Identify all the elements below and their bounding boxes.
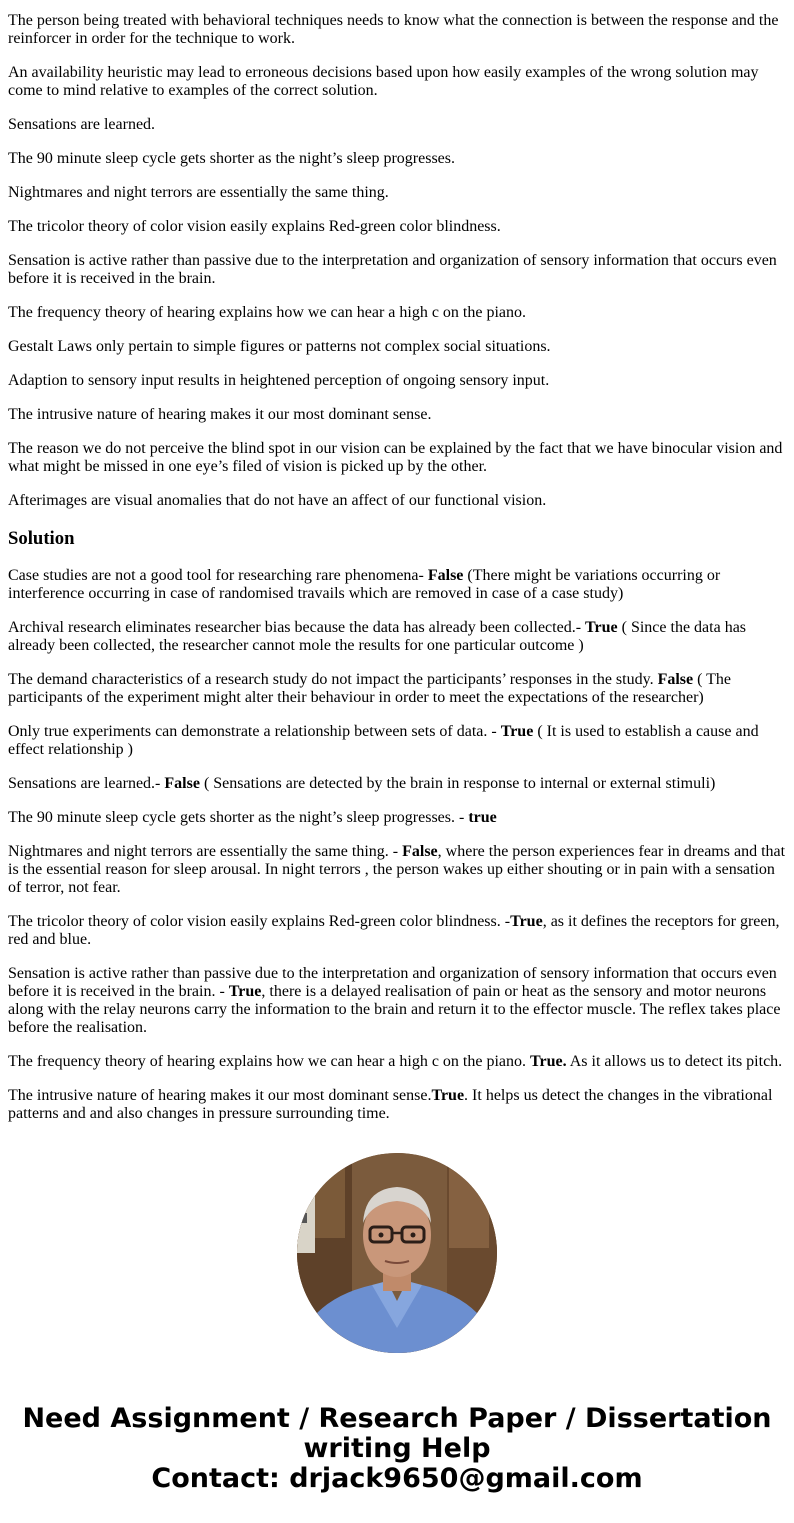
answer-explanation: ( Since the data has already been collected, the researcher cannot mole the results for one particular outcome ) bbox=[8, 619, 747, 654]
answer-explanation: , there is a delayed realisation of pain or heat as the sensory and motor neurons along with the relay neurons carry the information to the brain and return it to the effector muscle. The reflex takes place before the realisation. bbox=[8, 983, 781, 1036]
question-item: Sensation is active rather than passive due to the interpretation and organization of sensory information that occurs even before it is received in the brain. bbox=[8, 252, 777, 287]
answer-statement: Archival research eliminates researcher bias because the data has already been collected.- bbox=[8, 619, 586, 636]
promo-line: writing Help bbox=[303, 1433, 491, 1464]
answer-item bbox=[8, 671, 788, 707]
question-item: An availability heuristic may lead to erroneous decisions based upon how easily examples of the wrong solution may come to mind relative to examples of the correct solution. bbox=[8, 64, 759, 99]
avatar bbox=[297, 1153, 497, 1353]
question-item: Afterimages are visual anomalies that do not have an affect of our functional vision. bbox=[8, 492, 547, 509]
answer-explanation: , where the person experiences fear in dreams and that is the essential reason for sleep arousal. In night terrors , the person wakes up either shouting or in pain with a sensation of terror, not fear. bbox=[8, 843, 786, 896]
answer-item bbox=[8, 775, 788, 793]
answer-verdict: False bbox=[402, 843, 438, 860]
answer-verdict: False bbox=[427, 567, 464, 584]
question-item: The frequency theory of hearing explains how we can hear a high c on the piano. bbox=[8, 304, 527, 321]
answer-explanation: ( Sensations are detected by the brain in response to internal or external stimuli) bbox=[199, 775, 716, 792]
question-item: The intrusive nature of hearing makes it our most dominant sense. bbox=[8, 406, 432, 423]
contact-line: Contact: drjack9650@gmail.com bbox=[151, 1463, 643, 1494]
answer-statement: The 90 minute sleep cycle gets shorter as the night’s sleep progresses. - bbox=[8, 809, 469, 826]
answer-item bbox=[8, 843, 788, 897]
answer-statement: The intrusive nature of hearing makes it our most dominant sense. bbox=[8, 1087, 432, 1104]
answer-verdict: False bbox=[657, 671, 694, 688]
answer-statement: The tricolor theory of color vision easily explains Red-green color blindness. - bbox=[8, 913, 511, 930]
answer-statement: The frequency theory of hearing explains how we can hear a high c on the piano. bbox=[8, 1053, 531, 1070]
answer-statement: Sensations are learned.- bbox=[8, 775, 165, 792]
answer-item bbox=[8, 1087, 788, 1123]
answer-explanation: (There might be variations occurring or interference occurring in case of randomised travails which are removed in case of a case study) bbox=[8, 567, 721, 602]
answer-item bbox=[8, 1053, 788, 1071]
answer-item bbox=[8, 567, 788, 603]
answer-verdict: True bbox=[431, 1087, 465, 1104]
promo-banner bbox=[0, 1404, 794, 1494]
answer-verdict: True bbox=[585, 619, 618, 636]
solution-heading: Solution bbox=[8, 528, 75, 549]
answer-item bbox=[8, 913, 788, 949]
promo-line: Need Assignment / Research Paper / Dissertation bbox=[22, 1403, 772, 1434]
answer-verdict: True bbox=[510, 913, 543, 930]
question-item: The reason we do not perceive the blind spot in our vision can be explained by the fact that we have binocular vision and what might be missed in one eye’s filed of vision is picked up by the other. bbox=[8, 440, 783, 475]
question-item: Nightmares and night terrors are essentially the same thing. bbox=[8, 184, 389, 201]
answer-statement: Case studies are not a good tool for researching rare phenomena- bbox=[8, 567, 428, 584]
answer-verdict: true bbox=[468, 809, 497, 826]
question-item: Adaption to sensory input results in heightened perception of ongoing sensory input. bbox=[8, 372, 550, 389]
question-item: The tricolor theory of color vision easily explains Red-green color blindness. bbox=[8, 218, 501, 235]
answer-item bbox=[8, 809, 788, 827]
answer-verdict: True bbox=[228, 983, 262, 1000]
answer-explanation: ( It is used to establish a cause and effect relationship ) bbox=[8, 723, 759, 758]
question-item: The 90 minute sleep cycle gets shorter as the night’s sleep progresses. bbox=[8, 150, 455, 167]
answer-item bbox=[8, 965, 788, 1037]
answer-statement: The demand characteristics of a research study do not impact the participants’ responses in the study. bbox=[8, 671, 658, 688]
answer-statement: Sensation is active rather than passive due to the interpretation and organization of sensory information that occurs even before it is received in the brain. - bbox=[8, 965, 777, 1000]
question-item: Gestalt Laws only pertain to simple figures or patterns not complex social situations. bbox=[8, 338, 551, 355]
document-body bbox=[8, 0, 788, 1123]
answer-verdict: False bbox=[164, 775, 200, 792]
answer-explanation: , as it defines the receptors for green, red and blue. bbox=[8, 913, 780, 948]
answer-verdict: True bbox=[500, 723, 534, 740]
answer-explanation: . It helps us detect the changes in the vibrational patterns and and also changes in pressure surrounding time. bbox=[8, 1087, 773, 1122]
avatar-portrait-image bbox=[297, 1153, 497, 1353]
question-item: The person being treated with behavioral techniques needs to know what the connection is between the response and the reinforcer in order for the technique to work. bbox=[8, 12, 779, 47]
question-item: Sensations are learned. bbox=[8, 116, 156, 133]
answer-verdict: True. bbox=[530, 1053, 567, 1070]
answer-statement: Nightmares and night terrors are essentially the same thing. - bbox=[8, 843, 403, 860]
answer-item bbox=[8, 723, 788, 759]
answer-explanation: As it allows us to detect its pitch. bbox=[566, 1053, 783, 1070]
answer-item bbox=[8, 619, 788, 655]
answer-explanation: ( The participants of the experiment might alter their behaviour in order to meet the expectations of the researcher) bbox=[8, 671, 732, 706]
answer-statement: Only true experiments can demonstrate a relationship between sets of data. - bbox=[8, 723, 501, 740]
